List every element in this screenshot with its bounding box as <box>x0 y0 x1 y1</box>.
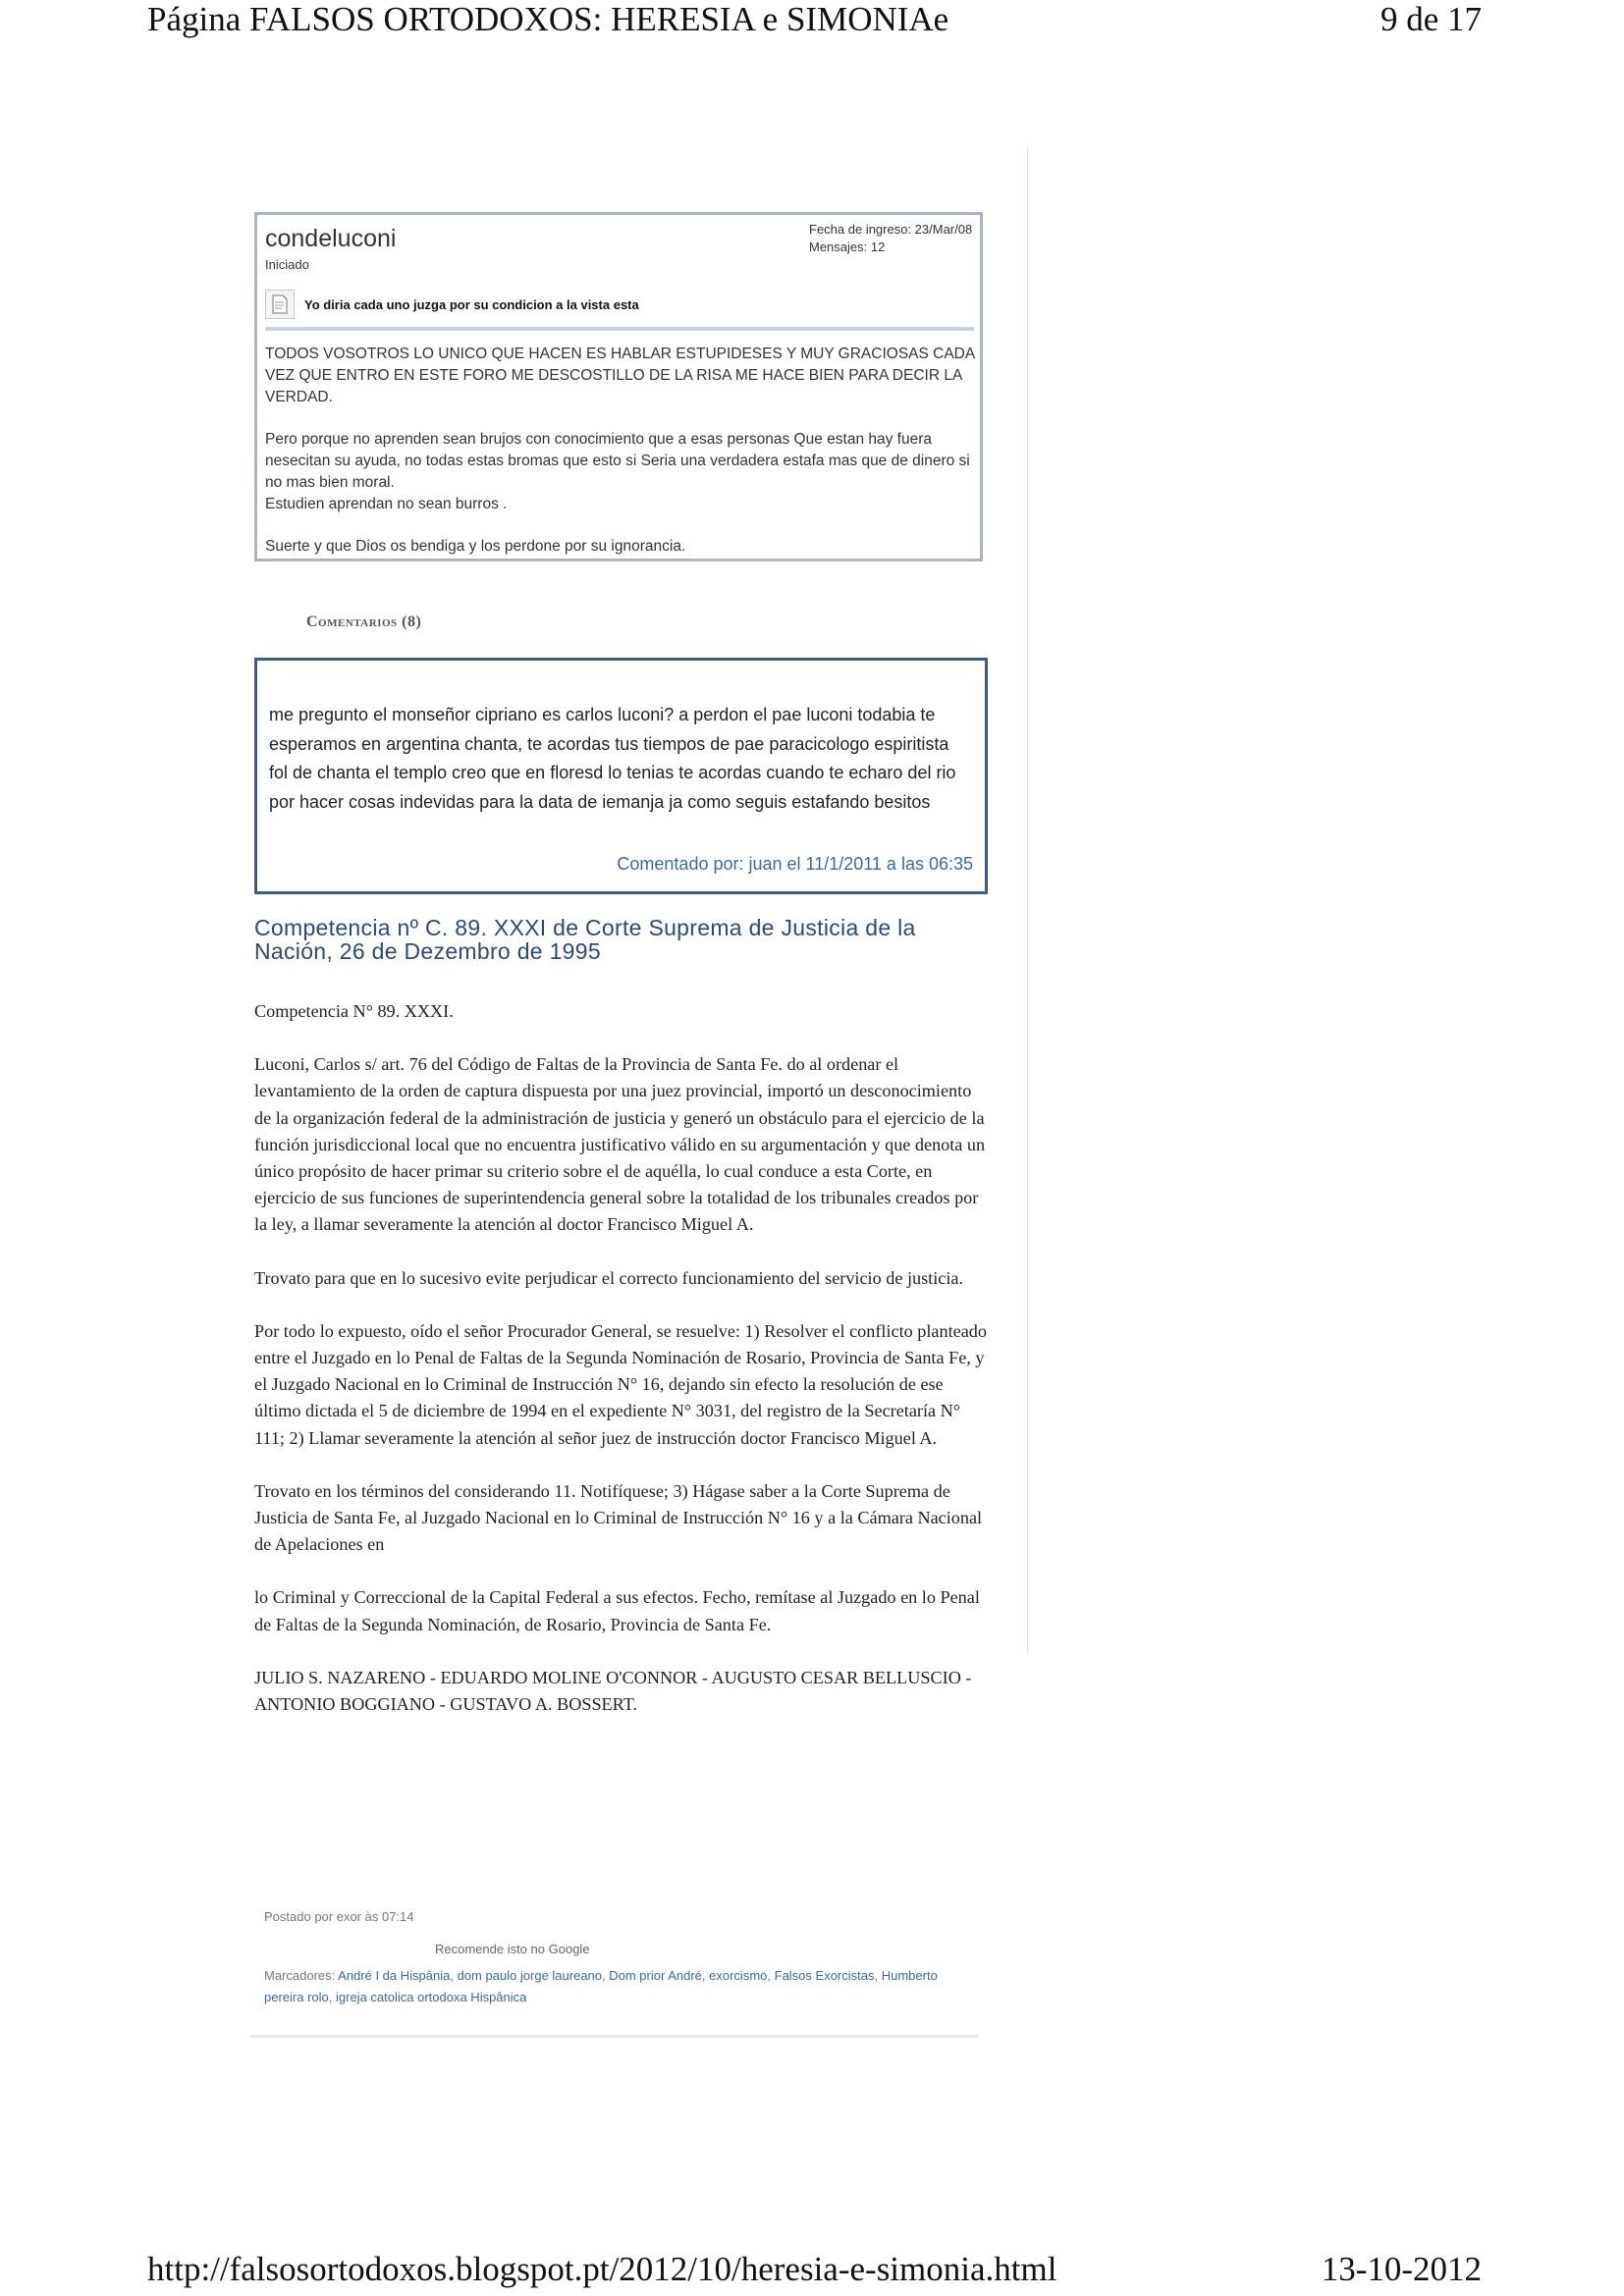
label-link[interactable]: André I da Hispânia <box>338 1968 451 1983</box>
label-link[interactable]: Humberto pereira rolo <box>264 1968 938 2004</box>
forum-user-role: Iniciado <box>265 257 309 272</box>
forum-user-meta <box>809 221 972 256</box>
article-paragraph: lo Criminal y Correccional de la Capital Federal a sus efectos. Fecho, remítase al Juzgado en lo Penal de Faltas de la Segunda Nominación, de Rosario, Provincia de Santa Fe. <box>254 1587 980 1634</box>
article-signatures: JULIO S. NAZARENO - EDUARDO MOLINE O'CONNOR - AUGUSTO CESAR BELLUSCIO - ANTONIO BOGGIANO - GUSTAVO A. BOSSERT. <box>254 1667 972 1715</box>
forum-paragraph: Estudien aprendan no sean burros . <box>265 496 508 512</box>
forum-post <box>254 212 983 561</box>
document-icon <box>265 290 295 319</box>
page-number: 9 de 17 <box>1380 0 1482 38</box>
label-link[interactable]: Dom prior André <box>609 1968 702 1983</box>
comment-box <box>254 658 988 894</box>
forum-separator <box>265 327 974 331</box>
forum-username[interactable]: condeluconi <box>265 225 397 252</box>
forum-post-subject: Yo diria cada uno juzga por su condicion a la vista esta <box>304 297 639 312</box>
post-divider <box>250 2035 979 2038</box>
article-paragraph: Luconi, Carlos s/ art. 76 del Código de Faltas de la Provincia de Santa Fe. do al ordenar el levantamiento de la orden de captura dispuesta por una juez provincial, importó un desconocimiento de la organización federal de la administración de justicia y generó un obstáculo para el ejercicio de la función jurisdiccional local que no encuentra justificativo válido en su argumentación y que denota un único propósito de hacer primar su criterio sobre el de aquélla, lo cual conduce a esta Corte, en ejercicio de sus funciones de superintendencia general sobre la totalidad de los tribunales creados por la ley, a llamar severamente la atención al doctor Francisco Miguel A. <box>254 1054 986 1235</box>
label-link[interactable]: exorcismo <box>709 1968 768 1983</box>
page-footer-date: 13-10-2012 <box>1321 2250 1482 2288</box>
article-title[interactable]: Competencia nº C. 89. XXXI de Corte Suprema de Justicia de la Nación, 26 de Dezembro de 1995 <box>254 915 916 964</box>
comment-text: me pregunto el monseñor cipriano es carlos luconi? a perdon el pae luconi todabia te esperamos en argentina chanta, te acordas tus tiempos de pae paracicologo espiritista fol de chanta el templo creo que en floresd lo tenias te acordas cuando te echaro del rio por hacer cosas indevidas para la data de iemanja ja como seguis estafando besitos <box>269 705 956 812</box>
article-paragraph: Trovato para que en lo sucesivo evite perjudicar el correcto funcionamiento del servicio de justicia. <box>254 1267 964 1288</box>
forum-join-date: Fecha de ingreso: 23/Mar/08 <box>809 222 973 237</box>
forum-message-count: Mensajes: 12 <box>809 240 886 254</box>
article-paragraph: Competencia N° 89. XXXI. <box>254 1001 454 1021</box>
comments-heading[interactable]: Comentarios (8) <box>306 614 422 630</box>
column-divider <box>1027 147 1028 1654</box>
label-link[interactable]: Falsos Exorcistas <box>774 1968 875 1983</box>
posted-by: Postado por exor às 07:14 <box>264 1909 414 1924</box>
recommend-google-button[interactable]: Recomende isto no Google <box>435 1942 590 1956</box>
article-body <box>254 998 991 1744</box>
label-link[interactable]: igreja catolica ortodoxa Hispânica <box>336 1990 527 2004</box>
comment-byline[interactable]: Comentado por: juan el 11/1/2011 a las 06:35 <box>617 854 973 874</box>
post-labels: Marcadores: André I da Hispânia, dom paulo jorge laureano, Dom prior André, exorcismo, Falsos Exorcistas, Humberto pereira rolo, igreja catolica ortodoxa Hispânica <box>264 1968 938 2004</box>
article-paragraph: Por todo lo expuesto, oído el señor Procurador General, se resuelve: 1) Resolver el conflicto planteado entre el Juzgado en lo Penal de Faltas de la Segunda Nominación de Rosario, Provincia de Santa Fe, y el Juzgado Nacional en lo Criminal de Instrucción N° 16, dejando sin efecto la resolución de ese último dictada el 5 de diciembre de 1994 en el expediente N° 3031, del registro de la Secretaría N° 111; 2) Llamar severamente la atención al señor juez de instrucción doctor Francisco Miguel A. <box>254 1320 987 1448</box>
page-footer-url: http://falsosortodoxos.blogspot.pt/2012/10/heresia-e-simonia.html <box>147 2250 1057 2288</box>
forum-paragraph: TODOS VOSOTROS LO UNICO QUE HACEN ES HABLAR ESTUPIDESES Y MUY GRACIOSAS CADA VEZ QUE ENTRO EN ESTE FORO ME DESCOSTILLO DE LA RISA ME HACE BIEN PARA DECIR LA VERDAD. <box>265 346 975 405</box>
forum-paragraph: Suerte y que Dios os bendiga y los perdone por su ignorancia. <box>265 538 686 555</box>
label-link[interactable]: dom paulo jorge laureano <box>457 1968 603 1983</box>
page-header-title: Página FALSOS ORTODOXOS: HERESIA e SIMONIAe <box>147 0 949 38</box>
article-paragraph: Trovato en los términos del considerando 11. Notifíquese; 3) Hágase saber a la Corte Suprema de Justicia de Santa Fe, al Juzgado Nacional en lo Criminal de Instrucción N° 16 y a la Cámara Nacional de Apelaciones en <box>254 1480 983 1555</box>
labels-prefix: Marcadores: <box>264 1968 336 1983</box>
forum-paragraph: Pero porque no aprenden sean brujos con conocimiento que a esas personas Que estan hay fuera nesecitan su ayuda, no todas estas bromas que esto si Seria una verdadera estafa mas que de dinero si no mas bien moral. <box>265 431 970 491</box>
forum-post-body <box>265 344 977 578</box>
